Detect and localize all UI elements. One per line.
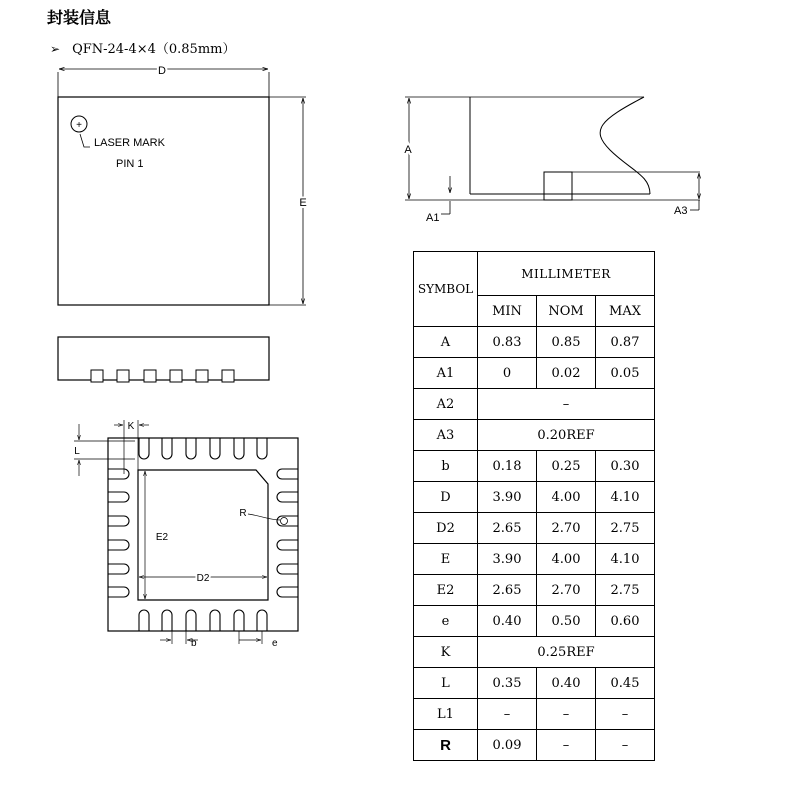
dim-d2-label: D2 [196,573,210,584]
value-cell-min: 0.09 [478,730,537,761]
table-row [414,513,655,544]
symbol-cell: L1 [414,699,478,730]
dim-e2-label: E2 [155,532,169,543]
value-span-cell: 0.25REF [478,637,655,668]
value-cell-max: 0.60 [596,606,655,637]
dim-l-label: L [74,446,80,457]
dim-b-label: b [191,638,197,649]
dim-d-label: D [158,65,166,77]
dim-a3-label: A3 [674,205,688,217]
column-header-nom: NOM [537,296,596,327]
value-cell-nom: 0.40 [537,668,596,699]
table-row [414,699,655,730]
table-row [414,730,655,761]
arrow-bullet-icon: ➢ [50,42,61,56]
value-cell-min: – [478,699,537,730]
value-cell-max: 0.45 [596,668,655,699]
symbol-cell: R [414,730,478,761]
value-cell-min: 0.35 [478,668,537,699]
value-span-cell: 0.20REF [478,420,655,451]
value-cell-min: 3.90 [478,482,537,513]
symbol-cell: E2 [414,575,478,606]
column-header-max: MAX [596,296,655,327]
value-cell-min: 0.83 [478,327,537,358]
value-cell-min: 0.18 [478,451,537,482]
top-view [58,65,307,305]
value-cell-max: – [596,699,655,730]
value-span-cell: – [478,389,655,420]
table-body [414,327,655,761]
value-cell-max: 2.75 [596,513,655,544]
table-row [414,668,655,699]
dim-e-label: E [299,197,307,209]
symbol-cell: A3 [414,420,478,451]
value-cell-max: 4.10 [596,482,655,513]
table-row [414,544,655,575]
side-view-front [58,337,269,382]
value-cell-max: – [596,730,655,761]
value-cell-nom: 2.70 [537,575,596,606]
dim-a1-label: A1 [426,212,440,224]
symbol-cell: K [414,637,478,668]
symbol-cell: e [414,606,478,637]
value-cell-max: 4.10 [596,544,655,575]
value-cell-nom: – [537,730,596,761]
table-row [414,327,655,358]
symbol-cell: A2 [414,389,478,420]
table-row [414,637,655,668]
table-row [414,420,655,451]
bottom-view [74,420,298,649]
symbol-cell: E [414,544,478,575]
value-cell-nom: 0.25 [537,451,596,482]
value-cell-nom: 0.50 [537,606,596,637]
value-cell-nom: – [537,699,596,730]
value-cell-min: 0.40 [478,606,537,637]
table-row [414,451,655,482]
table-row [414,482,655,513]
value-cell-max: 0.87 [596,327,655,358]
unit-header: MILLIMETER [478,252,655,296]
symbol-cell: D2 [414,513,478,544]
symbol-cell: A [414,327,478,358]
symbol-cell: L [414,668,478,699]
dim-k-label: K [127,421,135,432]
section-title: 封装信息 [47,8,112,27]
value-cell-max: 2.75 [596,575,655,606]
table-row [414,389,655,420]
package-label: QFN-24-4×4（0.85mm） [72,42,236,57]
dim-r-label: R [239,508,247,519]
value-cell-max: 0.05 [596,358,655,389]
dim-a-label: A [404,144,412,156]
side-view-detail [404,97,700,224]
value-cell-nom: 4.00 [537,482,596,513]
pin1-label: PIN 1 [116,158,144,170]
symbol-header: SYMBOL [414,252,478,327]
column-header-min: MIN [478,296,537,327]
value-cell-nom: 0.85 [537,327,596,358]
symbol-cell: A1 [414,358,478,389]
svg-text:+: + [76,120,82,131]
value-cell-min: 2.65 [478,575,537,606]
laser-mark-label: LASER MARK [94,137,165,149]
table-row [414,575,655,606]
dim-e-pitch-label: e [272,638,278,649]
value-cell-min: 0 [478,358,537,389]
value-cell-nom: 4.00 [537,544,596,575]
bottom-view-body [108,438,298,631]
value-cell-max: 0.30 [596,451,655,482]
dimension-table [413,251,655,761]
value-cell-min: 3.90 [478,544,537,575]
table-row [414,358,655,389]
value-cell-nom: 2.70 [537,513,596,544]
top-view-body [58,97,269,305]
symbol-cell: b [414,451,478,482]
value-cell-nom: 0.02 [537,358,596,389]
table-row [414,606,655,637]
value-cell-min: 2.65 [478,513,537,544]
symbol-cell: D [414,482,478,513]
